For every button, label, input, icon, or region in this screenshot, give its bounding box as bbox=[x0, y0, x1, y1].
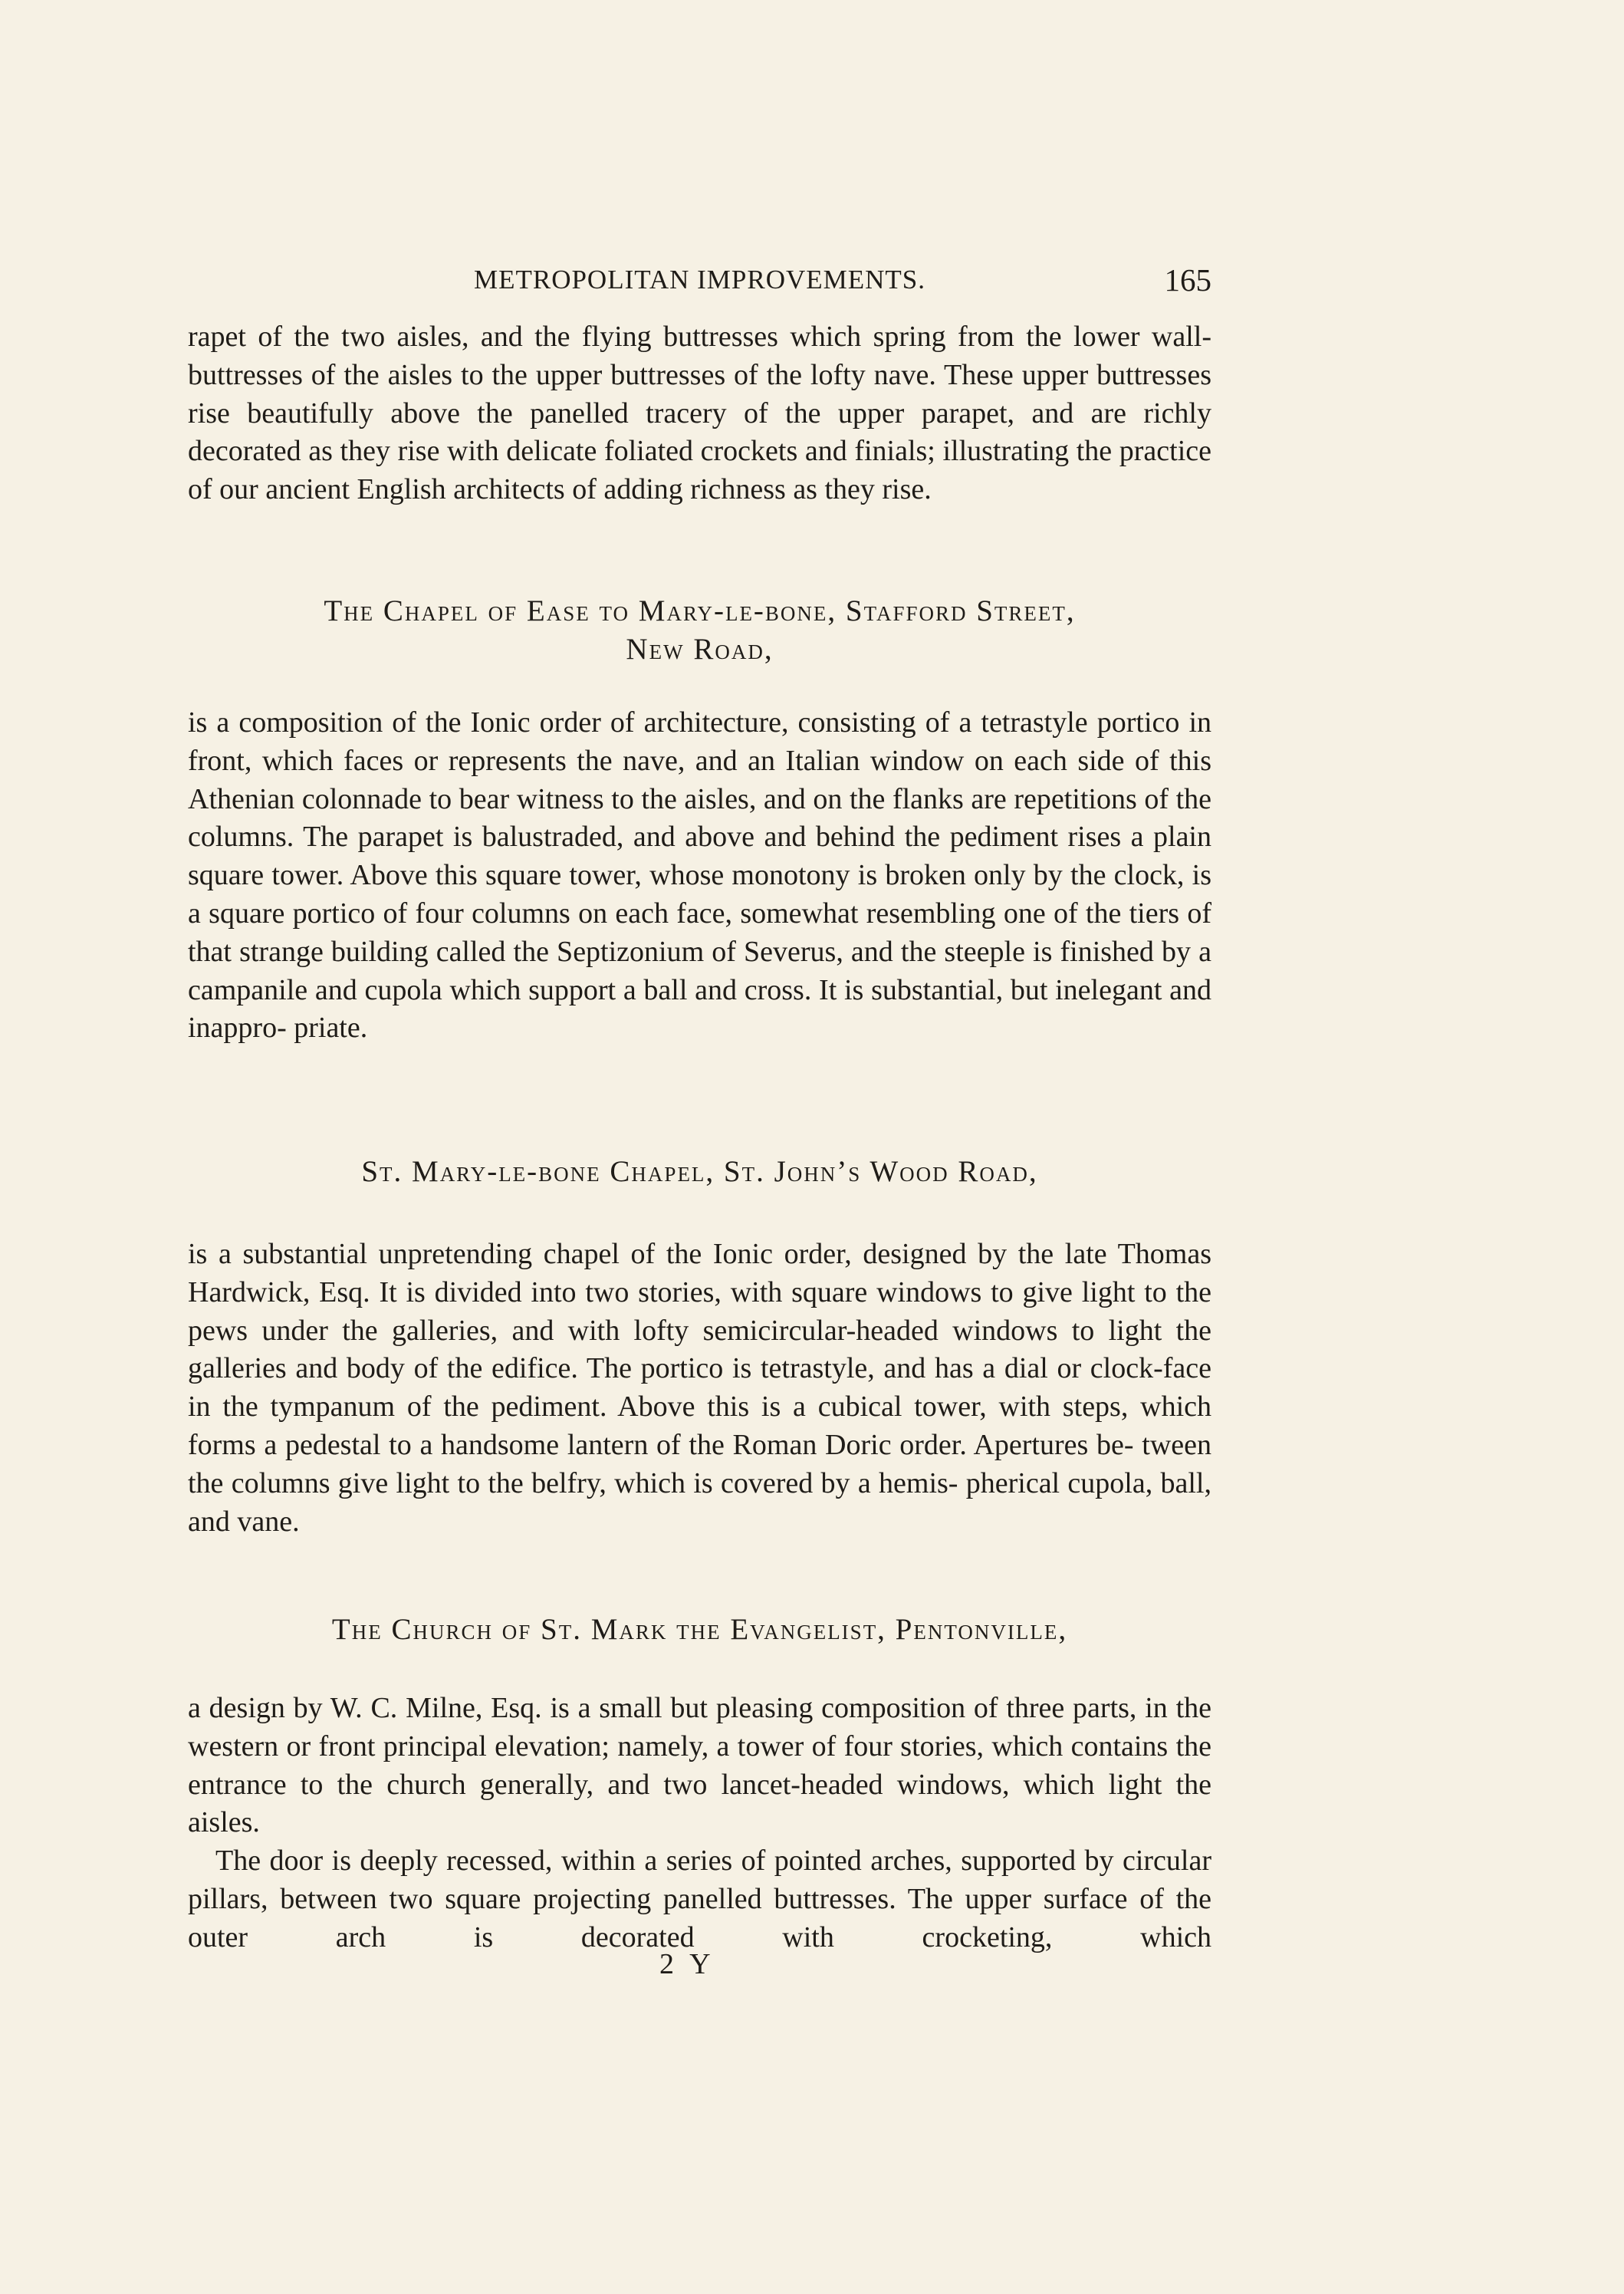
page-number: 165 bbox=[1164, 262, 1211, 298]
section-heading-line: New Road, bbox=[626, 633, 774, 666]
section-paragraph: is a substantial unpretending chapel of the Ionic order, designed by the late Thomas Hardwick, Esq. It is divided into two stories, with square windows to give light to the pews under the galleries, and with lofty semicircular-headed windows to light the galleries and body of the edifice. The portico is tetrastyle, and has a dial or clock-face in the tympanum of the pediment. Above this is a cubical tower, with steps, which forms a pedestal to a handsome lantern of the Roman Doric order. Apertures be- tween the columns give light to the belfry, which is covered by a hemis- pherical cupola, ball, and vane. bbox=[188, 1238, 1211, 1538]
section-heading-chapel-of-ease bbox=[188, 592, 1211, 669]
section-paragraph-continued: The door is deeply recessed, within a series of pointed arches, supported by circular pillars, between two square projecting panelled buttresses. The upper surface of the outer arch is decorated with crocketing, which bbox=[188, 1845, 1211, 1953]
running-title: METROPOLITAN IMPROVEMENTS. bbox=[473, 265, 926, 295]
section-heading-st-mark bbox=[188, 1611, 1211, 1649]
section-paragraph: is a composition of the Ionic order of architecture, consisting of a tetrastyle portico in front, which faces or represents the nave, and an Italian window on each side of this Athenian colonnade to bear witness to the aisles, and on the flanks are repetitions of the columns. The parapet is balustraded, and above and behind the pediment rises a plain square tower. Above this square tower, whose monotony is broken only by the clock, is a square portico of four columns on each face, somewhat resembling one of the tiers of that strange building called the Septizonium of Severus, and the steeple is finished by a campanile and cupola which support a ball and cross. It is substantial, but inelegant and inappro- priate. bbox=[188, 706, 1211, 1045]
section-body-st-johns-wood bbox=[188, 1236, 1211, 1541]
intro-paragraph: rapet of the two aisles, and the flying buttresses which spring from the lower wall-buttresses of the aisles to the upper buttresses of the lofty nave. These upper buttresses rise beautifully above the panelled tracery of the upper parapet, and are richly decorated as they rise with delicate foliated crockets and finials; illustrating the practice of our ancient English architects of adding richness as they rise. bbox=[188, 321, 1211, 506]
section-heading-st-johns-wood bbox=[188, 1153, 1211, 1191]
section-body-st-mark bbox=[188, 1690, 1211, 1957]
section-heading-line: The Church of St. Mark the Evangelist, Pentonville, bbox=[331, 1613, 1068, 1646]
section-body-chapel-of-ease bbox=[188, 704, 1211, 1048]
signature-mark: 2 Y bbox=[659, 1948, 715, 1980]
intro-block bbox=[188, 318, 1211, 509]
section-heading-line: The Chapel of Ease to Mary-le-bone, Stafford Street, bbox=[324, 594, 1076, 627]
running-head bbox=[188, 262, 1211, 304]
section-paragraph: a design by W. C. Milne, Esq. is a small but pleasing composition of three parts, in the western or front principal elevation; namely, a tower of four stories, which contains the entrance to the church generally, and two lancet-headed windows, which light the aisles. bbox=[188, 1692, 1211, 1839]
section-heading-line: St. Mary-le-bone Chapel, St. John’s Wood Road, bbox=[361, 1155, 1038, 1188]
